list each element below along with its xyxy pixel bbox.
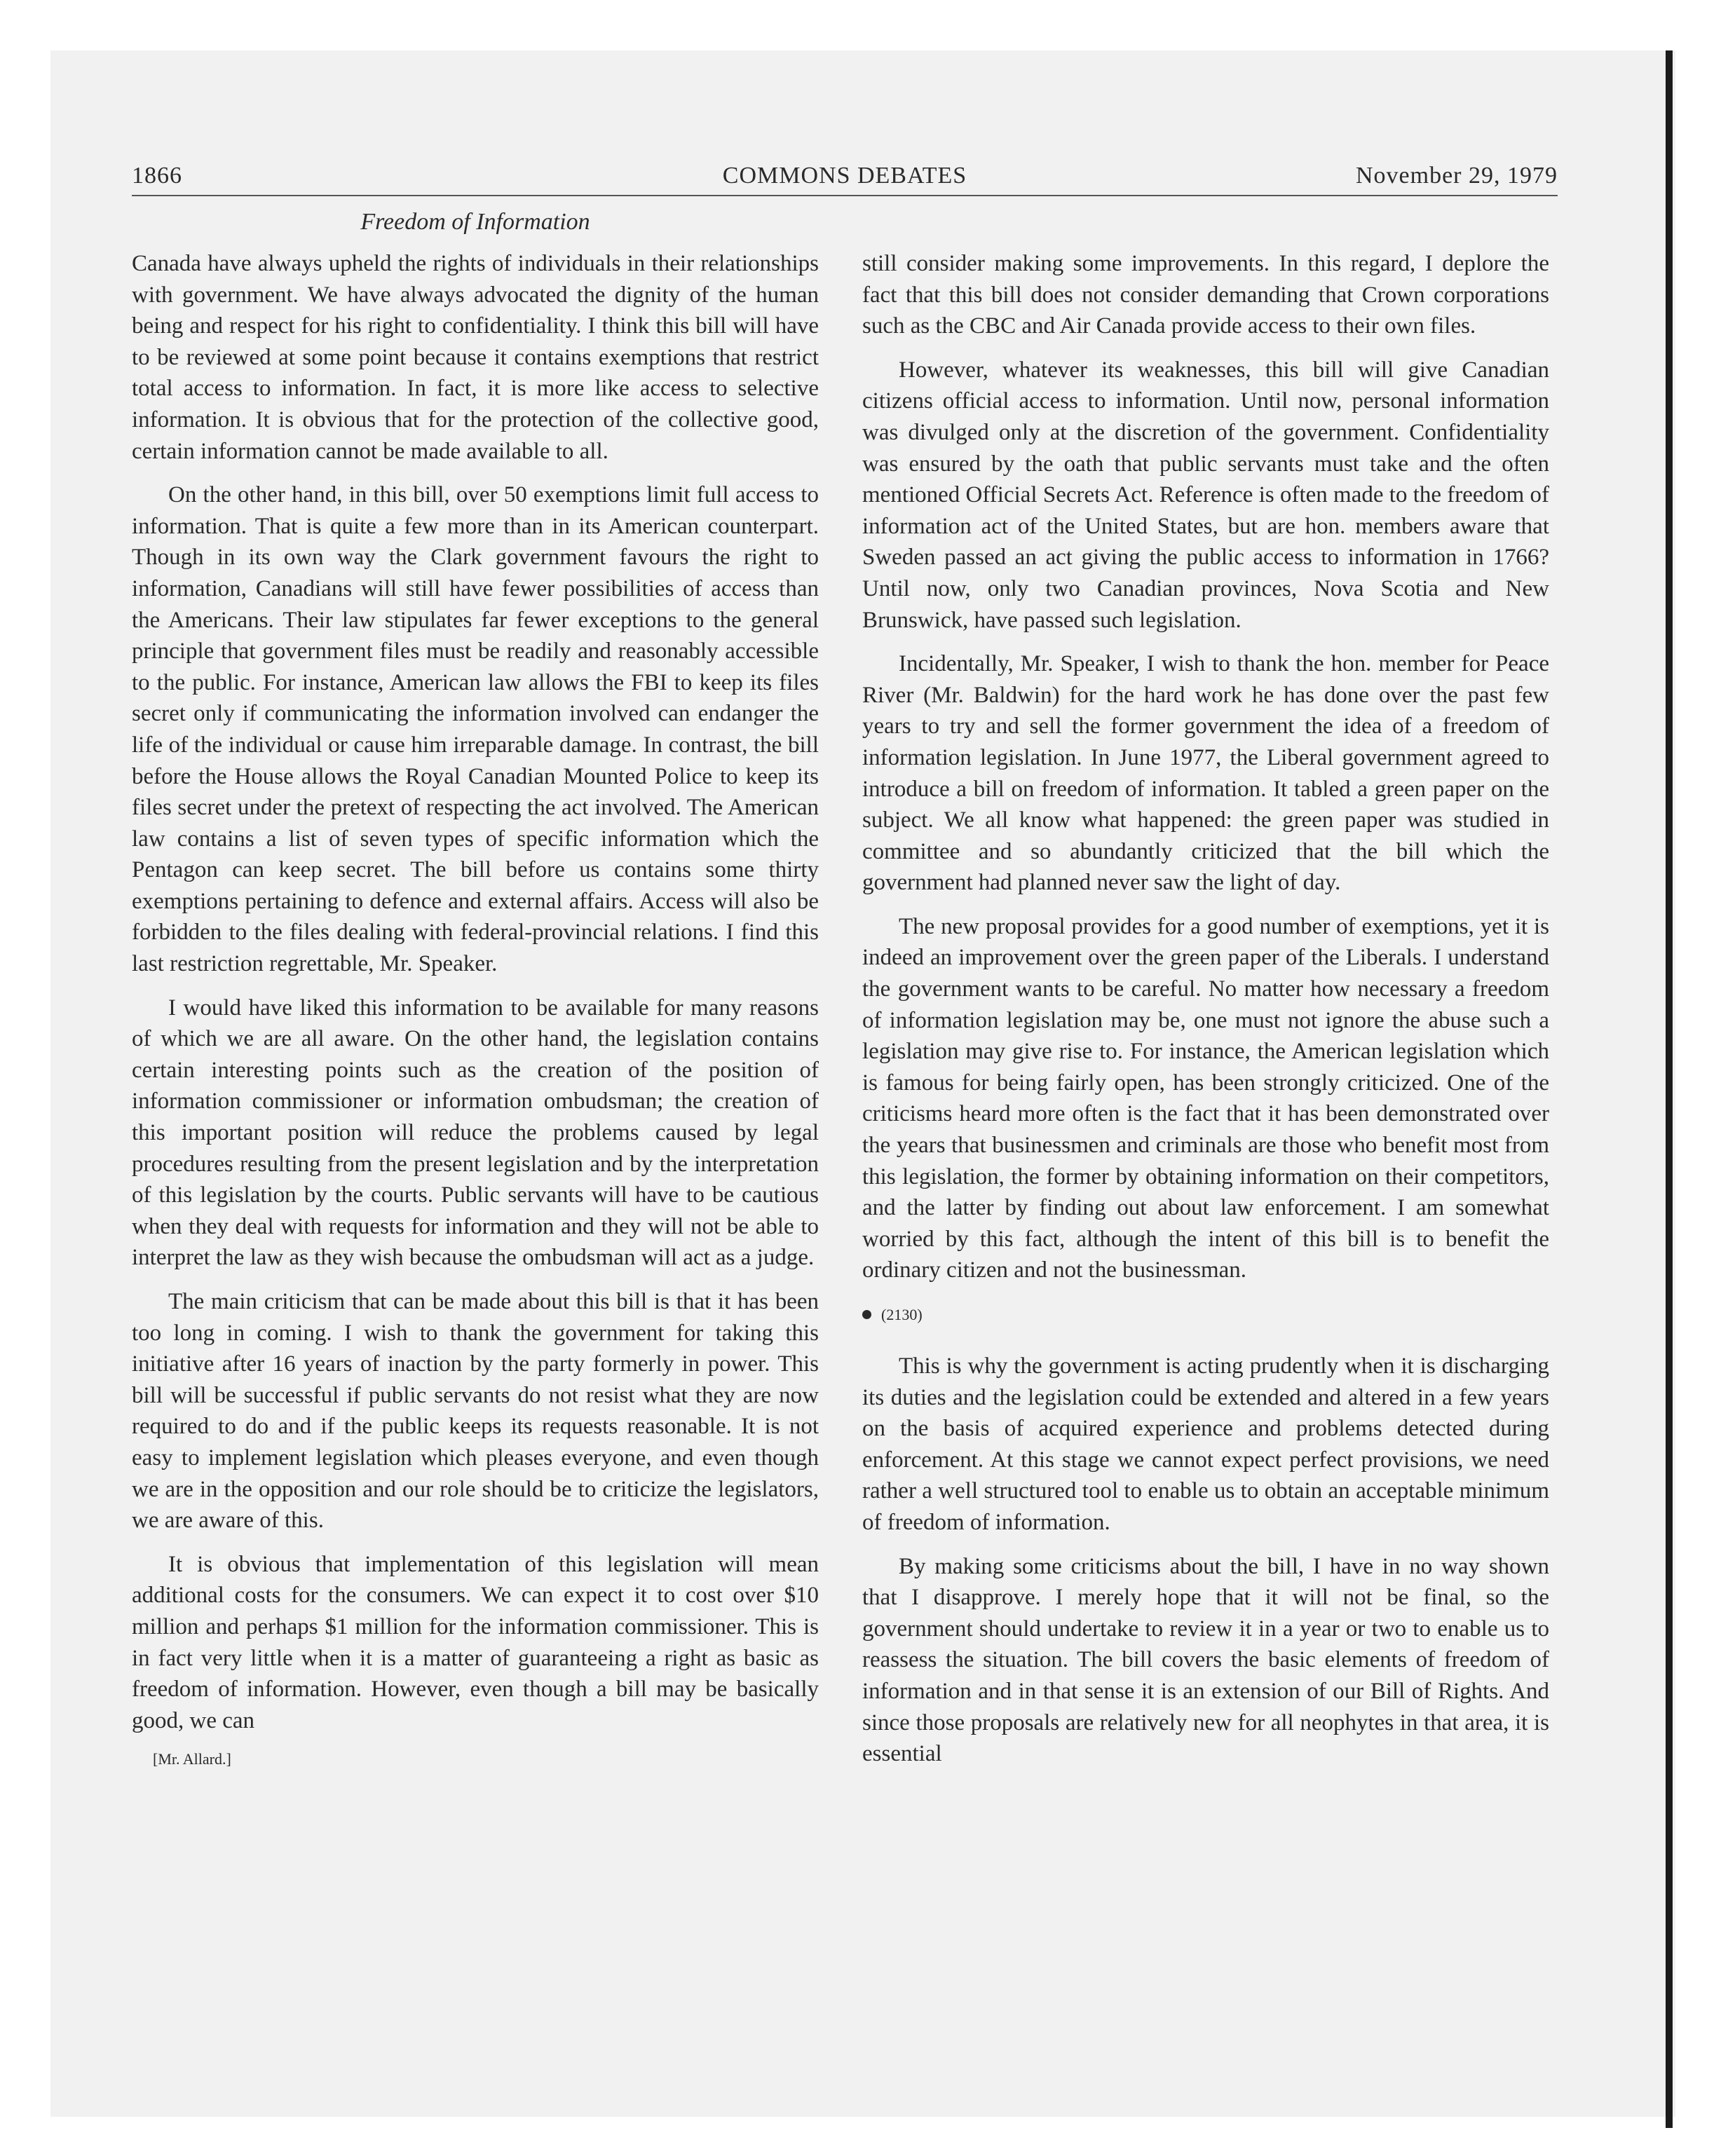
speaker-note: [Mr. Allard.] <box>153 1750 231 1768</box>
left-column <box>132 248 819 1770</box>
paragraph: It is obvious that implementation of this legislation will mean additional costs for the consumers. We can expect it to cost over $10 million and perhaps $1 million for the information commissioner. This is in fact very little when it is a matter of guaranteeing a right as basic as freedom of information. However, even though a bill may be basically good, we can <box>132 1551 819 1733</box>
paragraph: Incidentally, Mr. Speaker, I wish to thank the hon. member for Peace River (Mr. Baldwin) for the hard work he has done over the past few years to try and sell the former government the idea of a freedom of information legislation. In June 1977, the Liberal government agreed to introduce a bill on freedom of information. It tabled a green paper on the subject. We all know what happened: the green paper was studied in committee and so abundantly criticized that the bill which the government had planned never saw the light of day. <box>862 651 1549 896</box>
scan-edge-shadow <box>1666 50 1673 2128</box>
paragraph: The new proposal provides for a good number of exemptions, yet it is indeed an improvement over the green paper of the Liberals. I understand the government wants to be careful. No matter how necessary a freedom of information legislation may be, one must not ignore the abuse such a legislation may give rise to. For instance, the American legislation which is famous for being fairly open, has been strongly criticized. One of the criticisms heard more often is the fact that it has been demonstrated over the years that businessmen and criminals are those who benefit most from this legislation, the former by obtaining information on their competitors, and the latter by finding out about law enforcement. I am somewhat worried by this fact, although the intent of this bill is to benefit the ordinary citizen and not the businessman. <box>862 913 1549 1283</box>
publication-date: November 29, 1979 <box>1355 163 1558 189</box>
paragraph: This is why the government is acting prudently when it is discharging its duties and the legislation could be extended and altered in a few years on the basis of acquired experience and problems detected during enforcement. At this stage we cannot expect perfect provisions, we need rather a well structured tool to enable us to obtain an acceptable minimum of freedom of information. <box>862 1353 1549 1535</box>
header-rule <box>132 195 1558 196</box>
paragraph: The main criticism that can be made about this bill is that it has been too long in coming. I wish to thank the government for taking this initiative after 16 years of inaction by the party formerly in power. This bill will be successful if public servants do not resist what they are now required to do and if the public keeps its requests reasonable. It is not easy to implement legislation which pleases everyone, and even though we are in the opposition and our role should be to criticize the legislators, we are aware of this. <box>132 1289 819 1534</box>
journal-title: COMMONS DEBATES <box>722 163 967 189</box>
time-marker <box>862 1304 1549 1325</box>
paragraph: On the other hand, in this bill, over 50 exemptions limit full access to information. That is quite a few more than in its American counterpart. Though in its own way the Clark government favours the right to information, Canadians will still have fewer possibilities of access than the Americans. Their law stipulates far fewer exceptions to the general principle that government files must be readily and reasonably accessible to the public. For instance, American law allows the FBI to keep its files secret only if communicating the information involved can endanger the life of the individual or cause him irreparable damage. In contrast, the bill before the House allows the Royal Canadian Mounted Police to keep its files secret under the pretext of respecting the act involved. The American law contains a list of seven types of specific information which the Pentagon can keep secret. The bill before us contains some thirty exemptions pertaining to defence and external affairs. Access will also be forbidden to the files dealing with federal-provincial relations. I find this last restriction regrettable, Mr. Speaker. <box>132 482 819 977</box>
paragraph: Canada have always upheld the rights of individuals in their relationships with government. We have always advocated the dignity of the human being and respect for his right to confidentiality. I think this bill will have to be reviewed at some point because it contains exemptions that restrict total access to information. In fact, it is more like access to selective information. It is obvious that for the protection of the collective good, certain information cannot be made available to all. <box>132 251 819 464</box>
paragraph: I would have liked this information to be available for many reasons of which we are all aware. On the other hand, the legislation contains certain interesting points such as the creation of the position of information commissioner or information ombudsman; the creation of this important position will reduce the problems caused by legal procedures resulting from the present legislation and by the interpretation of this legislation by the courts. Public servants will have to be cautious when they deal with requests for information and they will not be able to interpret the law as they wish because the ombudsman will act as a judge. <box>132 995 819 1271</box>
time-marker-label: (2130) <box>881 1306 923 1323</box>
paragraph: By making some criticisms about the bill, I have in no way shown that I disapprove. I merely hope that it will not be final, so the government should undertake to review it in a year or two to enable us to reassess the situation. The bill covers the basic elements of freedom of information and in that sense it is an extension of our Bill of Rights. And since those proposals are relatively new for all neophytes in that area, it is essential <box>862 1553 1549 1767</box>
page-number: 1866 <box>132 163 182 189</box>
bullet-dot-icon <box>862 1310 871 1319</box>
right-column <box>862 248 1549 1782</box>
paragraph: still consider making some improvements. In this regard, I deplore the fact that this bill does not consider demanding that Crown corporations such as the CBC and Air Canada provide access to their own files. <box>862 251 1549 339</box>
paragraph: However, whatever its weaknesses, this bill will give Canadian citizens official access to information. Until now, personal information was divulged only at the discretion of the government. Confidentiality was ensured by the oath that public servants must take and the often mentioned Official Secrets Act. Reference is often made to the freedom of information act of the United States, but are hon. members aware that Sweden passed an act giving the public access to information in 1766? Until now, only two Canadian provinces, Nova Scotia and New Brunswick, have passed such legislation. <box>862 357 1549 633</box>
page-header <box>132 160 1558 192</box>
subject-heading: Freedom of Information <box>360 209 590 235</box>
